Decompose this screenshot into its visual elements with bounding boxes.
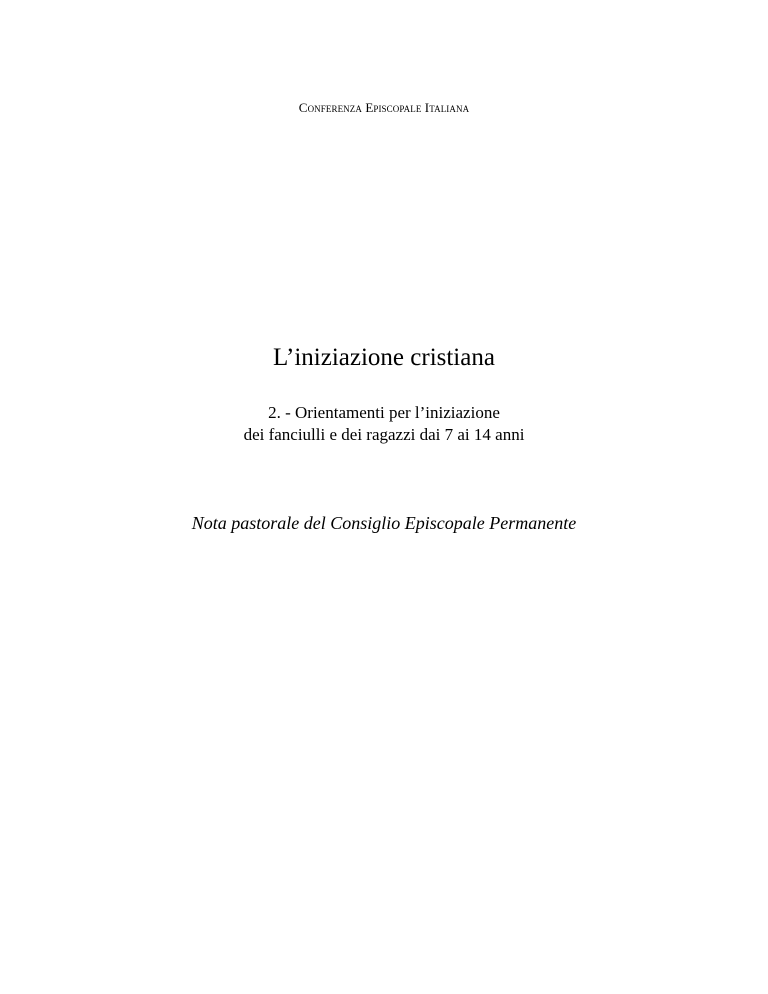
subtitle-line-2: dei fanciulli e dei ragazzi dai 7 ai 14 anni: [243, 425, 525, 444]
document-subtitle: [0, 402, 768, 446]
document-note: Nota pastorale del Consiglio Episcopale Permanente: [191, 513, 577, 533]
subtitle-line-1: 2. - Orientamenti per l’iniziazione: [268, 403, 500, 422]
organization-name: Conferenza Episcopale Italiana: [298, 100, 470, 115]
document-title: L’iniziazione cristiana: [273, 344, 495, 371]
organization-heading: [0, 98, 768, 118]
